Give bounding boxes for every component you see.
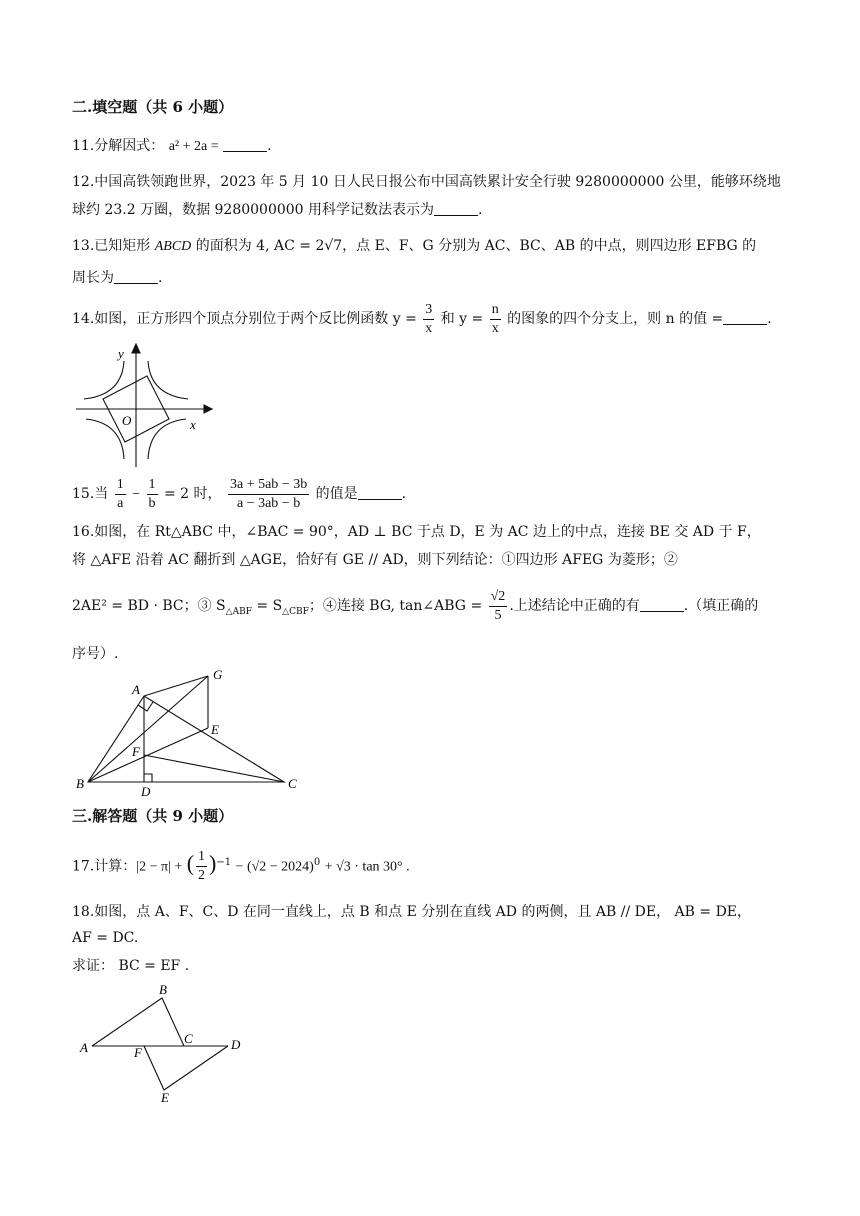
q15-f3-denominator: a − 3ab − b	[236, 495, 301, 511]
q14-f2-denominator: x	[491, 320, 499, 336]
q18-segments-fed	[144, 1046, 228, 1090]
q16-figure	[74, 666, 304, 796]
question-14	[72, 299, 772, 339]
q15-f3-numerator: 3a + 5ab − 3b	[228, 476, 309, 495]
q15-equals: = 2 时，	[163, 486, 222, 502]
q11-answer-blank[interactable]	[223, 137, 267, 152]
q17-f-numerator: 1	[196, 848, 207, 867]
q15-f1-denominator: a	[117, 495, 124, 511]
q17-abs: |2 − π| +	[136, 859, 183, 875]
q16-sub-cbf: △CBF	[282, 606, 309, 617]
q18-figure	[78, 984, 258, 1108]
q14-mid: 和 y =	[440, 311, 484, 327]
q14-x-arrow-icon	[204, 405, 212, 413]
q14-figure	[76, 343, 216, 469]
q18-label-d: D	[231, 1037, 241, 1052]
question-18-line1: 18.如图，点 A、F、C、D 在同一直线上，点 B 和点 E 分别在直线 AD 的两侧，且 AB // DE， AB = DE，	[72, 904, 752, 920]
question-16-line2: 将 △AFE 沿着 AC 翻折到 △AGE，恰好有 GE // AD，则下列结论：①四边形 AFEG 为菱形；②	[72, 552, 678, 568]
q14-suffix: 的图象的四个分支上，则 n 的值 =	[507, 311, 724, 327]
q11-prefix: 11.分解因式：	[72, 138, 165, 154]
question-13-line2	[72, 268, 162, 288]
q18-label-c: C	[184, 1031, 193, 1046]
q16-text-e: .（填正确的	[683, 598, 759, 614]
question-11	[72, 136, 272, 157]
question-12-line2	[72, 200, 483, 220]
q17-mid: − (√2 − 2024)	[235, 859, 314, 875]
q14-f2-numerator: n	[490, 301, 501, 320]
q17-suffix: + √3 · tan 30° .	[324, 859, 410, 875]
q12-answer-blank[interactable]	[434, 201, 478, 216]
q17-fraction	[196, 848, 207, 885]
q17-prefix: 17.计算：	[72, 858, 137, 875]
q15-prefix: 15.当	[72, 486, 109, 502]
q15-suffix: 的值是	[315, 486, 358, 502]
question-12-line1: 12.中国高铁领跑世界，2023 年 5 月 10 日人民日报公布中国高铁累计安全行驶 9280000000 公里，能够环绕地	[72, 174, 781, 190]
q16-text-d: .上述结论中正确的有	[509, 598, 640, 614]
q13-answer-blank[interactable]	[114, 269, 158, 284]
q14-y-arrow-icon	[132, 344, 140, 353]
q15-fraction-1	[115, 476, 126, 513]
q17-exponent-0: 0	[313, 857, 321, 868]
q14-x-label: x	[190, 417, 196, 432]
q14-tail: .	[767, 311, 772, 327]
q13-tail: .	[158, 270, 163, 286]
q16-label-e: E	[211, 722, 219, 737]
q13-text-a: 13.已知矩形	[72, 238, 155, 254]
q18-label-f: F	[134, 1045, 142, 1060]
q16-segment-ag	[144, 676, 208, 696]
q15-fraction-3	[228, 476, 309, 513]
q16-label-c: C	[288, 776, 297, 791]
section-3-heading: 三.解答题（共 9 小题）	[72, 807, 234, 825]
q15-fraction-2	[147, 476, 158, 513]
q16-right-angle-d	[144, 774, 152, 782]
q15-minus: −	[132, 487, 141, 502]
question-18-line3: 求证： BC = EF .	[72, 958, 190, 974]
q14-curve-q1	[148, 361, 188, 399]
q16-f-denominator: 5	[494, 607, 502, 623]
q17-f-denominator: 2	[198, 868, 206, 884]
q14-fraction-1	[423, 301, 434, 338]
q16-fraction	[489, 588, 508, 625]
question-16-line3	[72, 586, 758, 632]
q17-open-paren: (	[186, 850, 195, 876]
q16-text-a: 2AE² = BD · BC；③ S	[72, 598, 226, 614]
q13-text-c: 的面积为 4, AC = 2√7，点 E、F、G 分别为 AC、BC、AB 的中点，则四边形 EFBG 的	[191, 238, 757, 254]
q13-line2-text: 周长为	[72, 270, 114, 286]
q16-label-b: B	[76, 776, 84, 791]
q16-label-d: D	[141, 784, 151, 796]
question-17	[72, 843, 410, 888]
section-2-heading: 二.填空题（共 6 小题）	[72, 98, 234, 116]
q14-curve-q3	[86, 419, 124, 459]
q18-segments-abc	[92, 998, 184, 1046]
q16-segment-bg	[88, 676, 208, 782]
q16-label-g: G	[213, 667, 223, 682]
q17-exponent-neg1: −1	[216, 857, 232, 868]
q18-label-e: E	[161, 1090, 169, 1105]
q14-answer-blank[interactable]	[723, 310, 767, 325]
q16-label-f: F	[132, 744, 140, 759]
q11-tail: .	[267, 138, 272, 154]
q14-fraction-2	[490, 301, 501, 338]
q12-line2-text: 球约 23.2 万圈，数据 9280000000 用科学记数法表示为	[72, 202, 435, 218]
q16-label-a: A	[132, 682, 140, 697]
q17-close-paren: )	[209, 850, 217, 876]
q15-f2-denominator: b	[148, 495, 156, 511]
q18-label-a: A	[80, 1040, 88, 1055]
question-16-line1: 16.如图，在 Rt△ABC 中，∠BAC = 90°，AD ⊥ BC 于点 D，E 为 AC 边上的中点，连接 BE 交 AD 于 F，	[72, 524, 761, 540]
question-16-line4: 序号）.	[72, 646, 119, 662]
q16-text-c: ；④连接 BG, tan∠ABG =	[308, 598, 483, 614]
q16-sub-abf: △ABF	[225, 606, 252, 617]
q14-curve-q4	[148, 419, 186, 459]
question-18-line2: AF = DC.	[72, 930, 139, 946]
q14-curve-q2	[84, 361, 124, 399]
q16-text-b: = S	[251, 598, 283, 614]
q14-y-label: y	[118, 346, 124, 361]
q16-right-angle-a	[138, 702, 153, 711]
question-15	[72, 474, 406, 515]
q15-answer-blank[interactable]	[358, 485, 402, 500]
q18-label-b: B	[159, 984, 167, 997]
q14-origin-label: O	[122, 413, 132, 428]
q14-f1-denominator: x	[425, 320, 433, 336]
q13-rect-name: ABCD	[154, 239, 192, 254]
q15-tail: .	[401, 486, 407, 502]
q16-f-numerator: √2	[489, 588, 508, 607]
q12-tail: .	[478, 202, 483, 218]
q11-expression: a² + 2a =	[168, 139, 219, 154]
q16-answer-blank[interactable]	[640, 597, 684, 612]
q14-prefix: 14.如图，正方形四个顶点分别位于两个反比例函数 y =	[72, 311, 417, 327]
q14-f1-numerator: 3	[423, 301, 434, 320]
question-13-line1	[72, 236, 756, 257]
q15-f1-numerator: 1	[115, 476, 126, 495]
q15-f2-numerator: 1	[147, 476, 158, 495]
